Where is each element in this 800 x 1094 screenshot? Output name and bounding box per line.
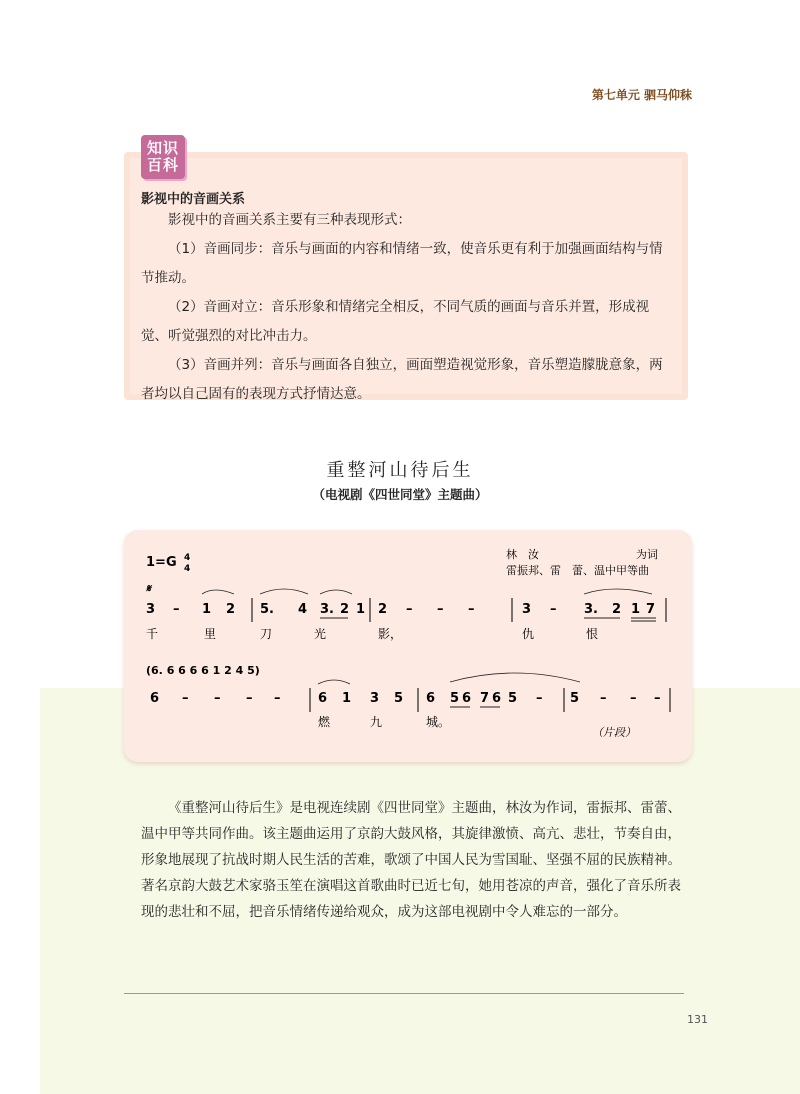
lyric: 城。 bbox=[426, 715, 451, 729]
note: 5 bbox=[570, 691, 580, 706]
note: 6 bbox=[462, 691, 472, 706]
unit-header: 第七单元 驷马仰秣 bbox=[591, 88, 692, 102]
lyric: 光 bbox=[314, 627, 327, 641]
note: 1 bbox=[356, 602, 366, 617]
body-text bbox=[141, 795, 689, 925]
slur bbox=[320, 590, 352, 594]
knowledge-item-1: （1）音画同步：音乐与画面的内容和情绪一致，使音乐更有利于加强画面结构与情节推动。 bbox=[141, 241, 663, 286]
note: – bbox=[214, 691, 221, 706]
slur bbox=[318, 680, 350, 684]
knowledge-item-3: （3）音画并列：音乐与画面各自独立，画面塑造视觉形象，音乐塑造朦胧意象，两者均以自己固有的表现方式抒情达意。 bbox=[141, 357, 663, 402]
note: – bbox=[437, 602, 444, 617]
score-row-2 bbox=[150, 673, 670, 712]
lyric: 燃 bbox=[318, 715, 331, 729]
composer-credit: 雷振邦、雷 蕾、温中甲等曲 bbox=[506, 564, 649, 577]
note: 1 bbox=[342, 691, 352, 706]
badge-line-2: 百科 bbox=[146, 156, 179, 174]
lyrics-row-1 bbox=[146, 626, 598, 641]
note: – bbox=[406, 602, 413, 617]
note: 6 bbox=[318, 691, 328, 706]
note: 2 bbox=[340, 602, 350, 617]
knowledge-badge bbox=[141, 135, 185, 179]
knowledge-title: 影视中的音画关系 bbox=[141, 192, 246, 207]
page-number: 131 bbox=[687, 1013, 708, 1026]
note: 5 bbox=[450, 691, 460, 706]
lyricist-role: 为词 bbox=[636, 548, 658, 561]
body-paragraph: 《重整河山待后生》是电视连续剧《四世同堂》主题曲，林汝为作词，雷振邦、雷蕾、温中甲等共同作曲。该主题曲运用了京韵大鼓风格，其旋律激愤、高亢、悲壮，节奏自由，形象地展现了抗战时期人民生活的苦难，歌颂了中国人民为雪国耻、坚强不屈的民族精神。著名京韵大鼓艺术家骆玉笙在演唱这首歌曲时已近七旬，她用苍凉的声音，强化了音乐所表现的悲壮和不屈，把音乐情绪传递给观众，成为这部电视剧中令人难忘的一部分。 bbox=[141, 800, 681, 920]
excerpt-label: （片段） bbox=[592, 726, 636, 739]
note: 7 bbox=[646, 602, 656, 617]
note: 3 bbox=[370, 691, 380, 706]
grace-mark: 𝄋 bbox=[146, 582, 151, 595]
knowledge-item-2: （2）音画对立：音乐形象和情绪完全相反，不同气质的画面与音乐并置，形成视觉、听觉强烈的对比冲击力。 bbox=[141, 299, 650, 344]
note: 3. bbox=[584, 602, 598, 617]
note: 3 bbox=[146, 602, 156, 617]
lyric: 仇 bbox=[522, 627, 535, 641]
lyric: 恨 bbox=[586, 627, 599, 641]
lyric: 九 bbox=[370, 715, 383, 729]
note: 6 bbox=[150, 691, 160, 706]
key-signature: 1=G bbox=[146, 555, 177, 570]
note: 2 bbox=[612, 602, 622, 617]
lyricist-name: 林 汝 bbox=[506, 548, 539, 561]
time-sig-top: 4 bbox=[184, 553, 191, 563]
footer-divider bbox=[124, 993, 684, 994]
note: 1 bbox=[202, 602, 212, 617]
note: 5. bbox=[260, 602, 274, 617]
note: 6 bbox=[492, 691, 502, 706]
note: – bbox=[550, 602, 557, 617]
lyric: 里 bbox=[204, 627, 217, 641]
note: – bbox=[468, 602, 475, 617]
time-sig-bottom: 4 bbox=[184, 564, 191, 574]
note: – bbox=[182, 691, 189, 706]
note: – bbox=[600, 691, 607, 706]
numbered-score bbox=[124, 530, 692, 762]
note: – bbox=[654, 691, 661, 706]
slur bbox=[450, 673, 580, 682]
lyric: 千 bbox=[146, 627, 159, 641]
knowledge-text bbox=[141, 206, 673, 409]
note: 6 bbox=[426, 691, 436, 706]
note: – bbox=[630, 691, 637, 706]
badge-line-1: 知识 bbox=[146, 139, 179, 157]
slur bbox=[584, 589, 652, 594]
note: 1 bbox=[631, 602, 641, 617]
note: – bbox=[274, 691, 281, 706]
note: 3. bbox=[320, 602, 334, 617]
slur bbox=[202, 590, 234, 594]
lyric: 刀 bbox=[260, 627, 273, 641]
song-subtitle: （电视剧《四世同堂》主题曲） bbox=[312, 487, 488, 502]
note: 7 bbox=[480, 691, 490, 706]
note: – bbox=[173, 602, 180, 617]
slur bbox=[260, 589, 308, 594]
knowledge-intro: 影视中的音画关系主要有三种表现形式： bbox=[168, 212, 411, 228]
note: 2 bbox=[226, 602, 236, 617]
note: – bbox=[246, 691, 253, 706]
note: 3 bbox=[522, 602, 532, 617]
lyric: 影， bbox=[378, 627, 403, 641]
note: 2 bbox=[378, 602, 388, 617]
row-2-prefix: (6. 6 6 6 6 1 2 4 5) bbox=[146, 664, 260, 677]
note: 5 bbox=[394, 691, 404, 706]
lyrics-row-2 bbox=[318, 714, 450, 729]
score-row-1 bbox=[145, 582, 666, 622]
note: – bbox=[536, 691, 543, 706]
note: 4 bbox=[298, 602, 308, 617]
song-title: 重整河山待后生 bbox=[326, 460, 474, 481]
note: 5 bbox=[508, 691, 518, 706]
